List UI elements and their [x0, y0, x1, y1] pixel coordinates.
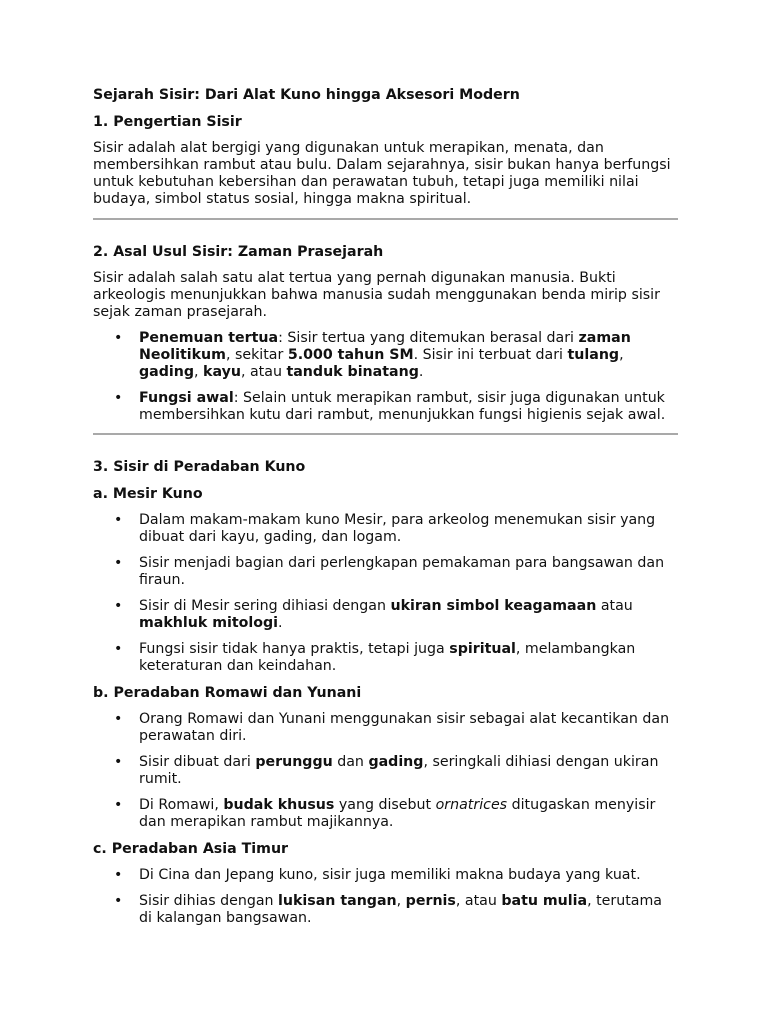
section-divider-1: [93, 218, 678, 220]
list-item: [93, 555, 678, 589]
section-2-heading: 2. Asal Usul Sisir: Zaman Prasejarah: [93, 244, 384, 260]
list-item: [93, 797, 678, 831]
bold-term: ukiran simbol keagamaan: [390, 598, 597, 614]
document-title: Sejarah Sisir: Dari Alat Kuno hingga Aksesori Modern: [93, 87, 520, 103]
bullet-icon: •: [114, 641, 123, 657]
bold-term: pernis: [405, 893, 456, 909]
subsection-b-heading: b. Peradaban Romawi dan Yunani: [93, 685, 362, 701]
bold-term: tulang: [567, 347, 620, 363]
subsection-a-heading: a. Mesir Kuno: [93, 486, 203, 502]
list-item: [93, 711, 678, 745]
list-item: [93, 867, 678, 884]
text-run: , atau: [240, 364, 287, 380]
text-run: atau: [596, 598, 633, 614]
list-item-penemuan-tertua: [93, 330, 678, 381]
section-1-paragraph: Sisir adalah alat bergigi yang digunakan untuk merapikan, menata, dan membersihkan rambut atau bulu. Dalam sejarahnya, sisir bukan hanya berfungsi untuk kebutuhan kebersihan dan perawatan tubuh, tetapi juga memiliki nilai budaya, simbol status sosial, hingga makna spiritual.: [93, 140, 671, 207]
text-run: . Sisir ini terbuat dari: [413, 347, 568, 363]
section-2-paragraph: Sisir adalah salah satu alat tertua yang pernah digunakan manusia. Bukti arkeologis menunjukkan bahwa manusia sudah menggunakan benda mirip sisir sejak zaman prasejarah.: [93, 270, 660, 320]
text-run: ,: [396, 893, 406, 909]
bold-term: gading: [139, 364, 195, 380]
bold-term: spiritual: [449, 641, 516, 657]
list-item: [93, 893, 678, 927]
subsection-b-list: [93, 711, 678, 831]
bullet-icon: •: [114, 754, 123, 770]
bullet-icon: •: [114, 893, 123, 909]
text-run: yang disebut: [334, 797, 436, 813]
list-item: [93, 754, 678, 788]
text-run: .: [418, 364, 424, 380]
bold-term: kayu: [203, 364, 241, 380]
bold-term: batu mulia: [501, 893, 588, 909]
text-run: dan: [332, 754, 369, 770]
list-item: [93, 512, 678, 546]
section-1-heading: 1. Pengertian Sisir: [93, 114, 242, 130]
bullet-icon: •: [114, 867, 123, 883]
text-run: ,: [194, 364, 204, 380]
bold-term: budak khusus: [223, 797, 335, 813]
bold-term: 5.000 tahun SM: [287, 347, 414, 363]
list-item: [93, 598, 678, 632]
subsection-c-list: [93, 867, 678, 927]
term-label: Penemuan tertua: [139, 330, 279, 346]
list-item: [93, 641, 678, 675]
text-run: Sisir di Mesir sering dihiasi dengan: [139, 598, 391, 614]
bullet-icon: •: [114, 390, 123, 406]
bold-term: perunggu: [255, 754, 333, 770]
text-run: , melambangkan keteraturan dan keindahan.: [139, 641, 636, 674]
bullet-icon: •: [114, 598, 123, 614]
text-run: Orang Romawi dan Yunani menggunakan sisir sebagai alat kecantikan dan perawatan diri.: [139, 711, 670, 744]
text-run: .: [278, 615, 283, 631]
section-2-list: [93, 330, 678, 424]
bullet-icon: •: [114, 512, 123, 528]
bold-term: makhluk mitologi: [139, 615, 279, 631]
bullet-icon: •: [114, 330, 123, 346]
bullet-icon: •: [114, 555, 123, 571]
italic-term: ornatrices: [435, 797, 508, 813]
section-divider-2: [93, 433, 678, 435]
text-run: , seringkali dihiasi dengan ukiran rumit.: [139, 754, 659, 787]
text-run: , sekitar: [225, 347, 288, 363]
text-run: ditugaskan menyisir dan merapikan rambut majikannya.: [139, 797, 656, 830]
bullet-icon: •: [114, 797, 123, 813]
text-run: : Sisir tertua yang ditemukan berasal dari: [278, 330, 579, 346]
text-run: Dalam makam-makam kuno Mesir, para arkeolog menemukan sisir yang dibuat dari kayu, gading, dan logam.: [139, 512, 656, 545]
text-run: Di Romawi,: [139, 797, 224, 813]
text-run: Fungsi sisir tidak hanya praktis, tetapi juga: [139, 641, 450, 657]
document-page: [93, 86, 678, 936]
text-run: : Selain untuk merapikan rambut, sisir juga digunakan untuk membersihkan kutu dari rambut, menunjukkan fungsi higienis sejak awal.: [139, 390, 666, 423]
bold-term: tanduk binatang: [286, 364, 419, 380]
text-run: Sisir dihias dengan: [139, 893, 279, 909]
list-item-fungsi-awal: [93, 390, 678, 424]
bold-term: zaman Neolitikum: [139, 330, 631, 363]
bold-term: gading: [368, 754, 424, 770]
text-run: Di Cina dan Jepang kuno, sisir juga memiliki makna budaya yang kuat.: [139, 867, 641, 883]
section-3-heading: 3. Sisir di Peradaban Kuno: [93, 459, 306, 475]
bullet-icon: •: [114, 711, 123, 727]
bold-term: lukisan tangan: [278, 893, 397, 909]
text-run: , terutama di kalangan bangsawan.: [139, 893, 663, 926]
text-run: ,: [619, 347, 624, 363]
subsection-c-heading: c. Peradaban Asia Timur: [93, 841, 289, 857]
term-label: Fungsi awal: [139, 390, 234, 406]
text-run: Sisir menjadi bagian dari perlengkapan pemakaman para bangsawan dan firaun.: [139, 555, 665, 588]
text-run: Sisir dibuat dari: [139, 754, 256, 770]
text-run: , atau: [455, 893, 502, 909]
subsection-a-list: [93, 512, 678, 675]
